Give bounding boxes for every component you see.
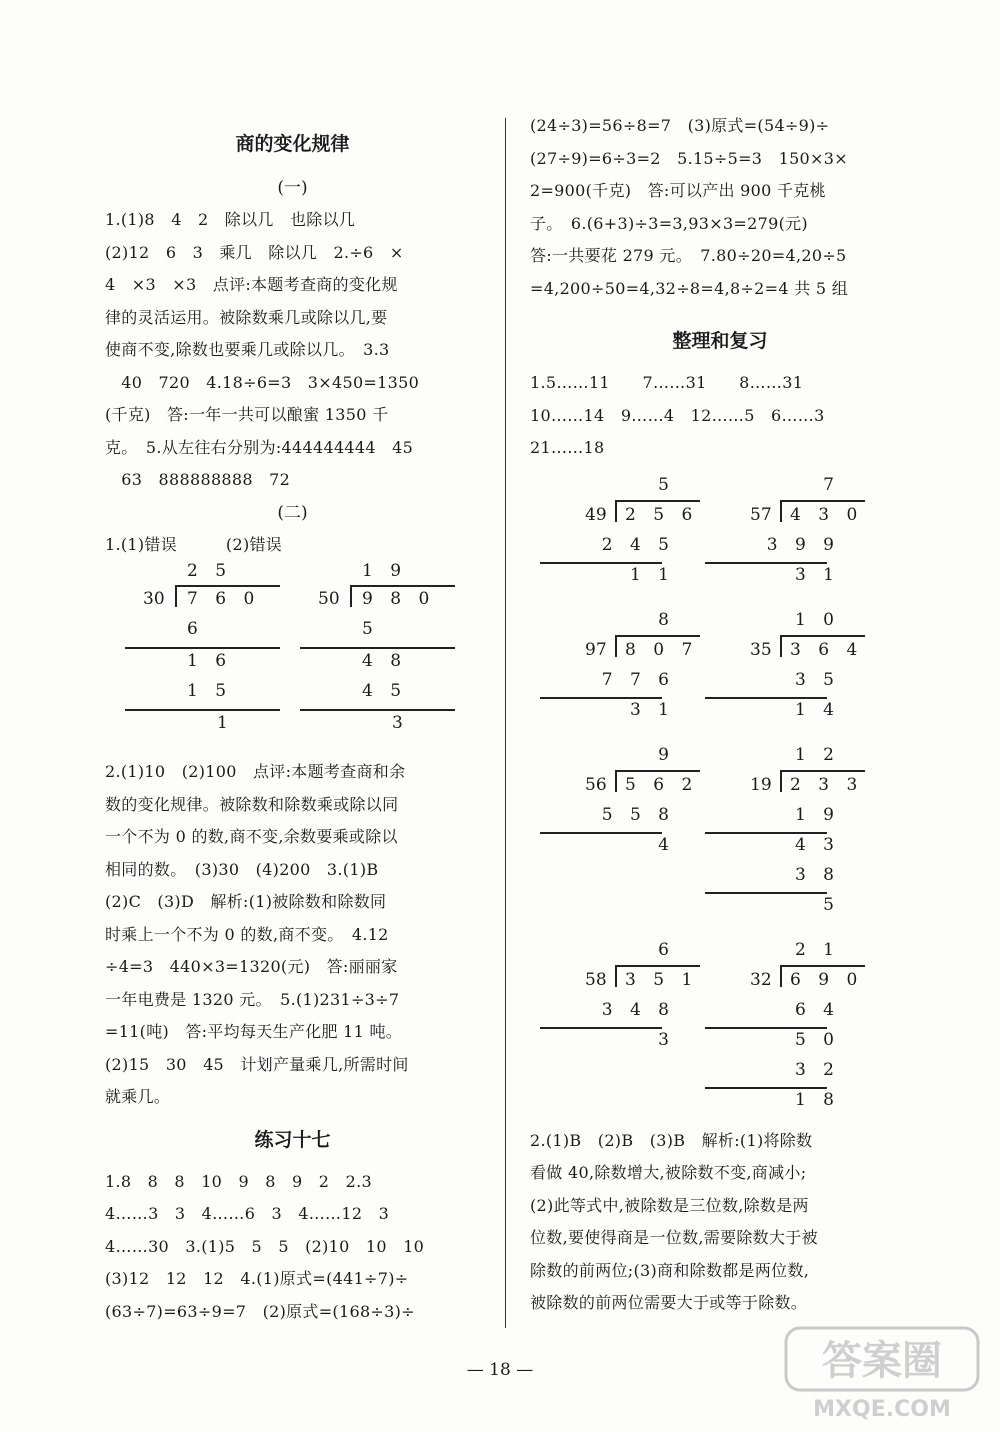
text-line: 看做 40,除数增大,被除数不变,商减小; [530, 1163, 807, 1182]
text-line: 1.8 8 8 10 9 8 9 2 2.3 [105, 1171, 372, 1191]
dividend: 2 3 3 [790, 774, 864, 795]
text-line: 4……30 3.(1)5 5 5 (2)10 10 10 [105, 1236, 425, 1256]
right-column [530, 110, 910, 1320]
dividend: 8 0 7 [625, 639, 699, 660]
division-bar [780, 500, 865, 502]
subsection-one: (一) [277, 178, 308, 198]
text-line: (27÷9)=6÷3=2 5.15÷5=3 150×3× [530, 148, 848, 168]
division-bracket [615, 965, 617, 987]
division-bracket [780, 965, 782, 987]
divisor: 97 [585, 639, 607, 660]
division-bracket [780, 770, 782, 792]
division-bracket [615, 500, 617, 522]
text-line: 1.(1)错误 (2)错误 [105, 534, 283, 554]
divisor: 19 [750, 774, 772, 795]
step-row: 7 7 6 [601, 669, 675, 690]
answers-part-one [105, 204, 480, 497]
step-row: 4 5 [362, 681, 408, 701]
text-line: 除数的前两位;(3)商和除数都是两位数, [530, 1260, 810, 1280]
watermark-text-top: 答案圈 [822, 1338, 942, 1384]
remainder: 1 4 [794, 699, 840, 720]
division-bar [350, 585, 455, 587]
division-bar [615, 770, 700, 772]
text-line: 40 720 4.18÷6=3 3×450=1350 [105, 372, 420, 392]
quotient: 7 [823, 474, 840, 495]
text-line: 2.(1)10 (2)100 点评:本题考查商和余 [105, 762, 406, 781]
dividend: 2 5 6 [625, 504, 699, 525]
quotient: 2 1 [794, 939, 840, 960]
remainder: 1 8 [794, 1089, 840, 1110]
division-bar [780, 635, 865, 637]
step-row: 3 4 8 [601, 999, 675, 1020]
step-row: 1 5 [187, 681, 233, 701]
text-line: 克。 5.从左往右分别为:444444444 45 [105, 437, 414, 457]
text-line: 子。 6.(6+3)÷3=3,93×3=279(元) [530, 213, 808, 233]
quotient: 1 2 [794, 744, 840, 765]
subtraction-line [705, 697, 827, 699]
subtraction-line [705, 832, 827, 834]
dividend: 5 6 2 [625, 774, 699, 795]
text-line: 被除数的前两位需要大于或等于除数。 [530, 1293, 808, 1312]
text-line: 就乘几。 [105, 1087, 171, 1106]
division-bracket [615, 770, 617, 792]
quotient: 8 [658, 609, 675, 630]
text-line: 1.(1)8 4 2 除以几 也除以几 [105, 210, 356, 229]
division-bracket [175, 585, 177, 607]
divisor: 49 [585, 504, 607, 525]
divisor: 56 [585, 774, 607, 795]
step-row: 5 0 [794, 1029, 840, 1050]
division-bracket [615, 635, 617, 657]
text-line: 1.5……11 7……31 8……31 [530, 373, 804, 392]
text-line: (2)此等式中,被除数是三位数,除数是两 [530, 1195, 809, 1215]
remainder: 1 [217, 713, 234, 733]
subtraction-line [540, 562, 662, 564]
answers-part-two [105, 756, 480, 1114]
remainder: 4 [658, 834, 675, 855]
division-bar [615, 635, 700, 637]
remainder: 5 [823, 894, 840, 915]
subtraction-line [125, 647, 280, 649]
step-row: 3 9 9 [766, 534, 840, 555]
text-line: (2)C (3)D 解析:(1)被除数和除数同 [105, 892, 387, 911]
remainder: 3 [658, 1029, 675, 1050]
text-line: 63 888888888 72 [105, 470, 291, 489]
division-bar [780, 770, 865, 772]
text-line: 使商不变,除数也要乘几或除以几。 3.3 [105, 340, 390, 359]
text-line: (千克) 答:一年一共可以酿蜜 1350 千 [105, 405, 389, 424]
watermark-logo [782, 1322, 982, 1422]
text-line: 时乘上一个不为 0 的数,商不变。 4.12 [105, 924, 389, 944]
division-bracket [780, 635, 782, 657]
subtraction-line [540, 1027, 662, 1029]
section-title-quotient-rules: 商的变化规律 [235, 133, 350, 155]
text-line: =11(吨) 答:平均每天生产化肥 11 吨。 [105, 1022, 403, 1041]
text-line: 一个不为 0 的数,商不变,余数要乘或除以 [105, 827, 398, 846]
division-bracket [350, 585, 352, 607]
watermark-text-bottom: MXQE.COM [813, 1397, 951, 1422]
text-line: 答:一共要花 279 元。 7.80÷20=4,20÷5 [530, 246, 847, 265]
dividend: 6 9 0 [790, 969, 864, 990]
answers-continued [530, 110, 910, 305]
quotient: 6 [658, 939, 675, 960]
quotient: 1 9 [362, 561, 408, 581]
answers-exercise-17 [105, 1166, 480, 1329]
dividend: 9 8 0 [362, 589, 436, 609]
quotient: 2 5 [187, 561, 233, 581]
text-line: 10……14 9……4 12……5 6……3 [530, 405, 825, 425]
dividend: 3 6 4 [790, 639, 864, 660]
divisor: 32 [750, 969, 772, 990]
subtraction-line [705, 562, 827, 564]
column-divider [505, 118, 506, 1328]
quotient: 9 [658, 744, 675, 765]
section-title-review: 整理和复习 [672, 330, 768, 352]
step-row: 5 [362, 619, 379, 639]
division-bar [615, 965, 700, 967]
step-row: 1 6 [187, 651, 233, 671]
left-column [105, 110, 480, 1328]
text-line: (63÷7)=63÷9=7 (2)原式=(168÷3)÷ [105, 1301, 415, 1321]
step-row: 5 5 8 [601, 804, 675, 825]
divisor: 35 [750, 639, 772, 660]
text-line: 律的灵活运用。被除数乘几或除以几,要 [105, 307, 388, 327]
remainder: 3 [392, 713, 409, 733]
text-line: (2)12 6 3 乘几 除以几 2.÷6 × [105, 242, 404, 262]
dividend: 3 5 1 [625, 969, 699, 990]
text-line: (3)12 12 12 4.(1)原式=(441÷7)÷ [105, 1269, 409, 1288]
long-division-a [125, 561, 280, 756]
division-bar [780, 965, 865, 967]
divisor: 50 [318, 589, 340, 609]
subsection-two: (二) [277, 502, 308, 523]
division-bracket [780, 500, 782, 522]
step-row: 6 [187, 619, 204, 639]
section-title-exercise-17: 练习十七 [254, 1128, 331, 1151]
text-line: 一年电费是 1320 元。 5.(1)231÷3÷7 [105, 989, 400, 1009]
step-row: 1 9 [794, 804, 840, 825]
division-bar [615, 500, 700, 502]
text-line: (24÷3)=56÷8=7 (3)原式=(54÷9)÷ [530, 116, 830, 135]
long-division-pair [105, 561, 480, 756]
long-division-grid [530, 465, 910, 1125]
text-line: (2)15 30 45 计划产量乘几,所需时间 [105, 1054, 409, 1074]
answers-review [530, 367, 910, 465]
subtraction-line [705, 1027, 827, 1029]
text-line: =4,200÷50=4,32÷8=4,8÷2=4 共 5 组 [530, 278, 849, 298]
text-line: 2=900(千克) 答:可以产出 900 千克桃 [530, 181, 826, 200]
text-line: 位数,要使得商是一位数,需要除数大于被 [530, 1228, 818, 1247]
text-line: 相同的数。 (3)30 (4)200 3.(1)B [105, 859, 379, 879]
text-line: 数的变化规律。被除数和除数乘或除以同 [105, 794, 399, 814]
quotient: 1 0 [794, 609, 840, 630]
step-row: 3 5 [794, 669, 840, 690]
step-row: 4 3 [794, 834, 840, 855]
text-line: 2.(1)B (2)B (3)B 解析:(1)将除数 [530, 1130, 813, 1150]
text-line: 4……3 3 4……6 3 4……12 3 [105, 1204, 390, 1223]
page-number: — 18 — [466, 1360, 534, 1380]
remainder: 3 1 [629, 699, 675, 720]
division-bar [175, 585, 280, 587]
quotient: 5 [658, 474, 675, 495]
long-division-b [300, 561, 455, 756]
remainder: 1 1 [629, 564, 675, 585]
text-line: 4 ×3 ×3 点评:本题考查商的变化规 [105, 275, 398, 294]
dividend: 4 3 0 [790, 504, 864, 525]
divisor: 30 [143, 589, 165, 609]
step-row: 3 2 [794, 1059, 840, 1080]
answers-review-part-two [530, 1125, 910, 1320]
subtraction-line [300, 647, 455, 649]
step-row: 3 8 [794, 864, 840, 885]
subtraction-line [540, 697, 662, 699]
step-row: 2 4 5 [601, 534, 675, 555]
divisor: 57 [750, 504, 772, 525]
divisor: 58 [585, 969, 607, 990]
subtraction-line [705, 892, 827, 894]
text-line: 21……18 [530, 438, 605, 457]
remainder: 3 1 [794, 564, 840, 585]
step-row: 6 4 [794, 999, 840, 1020]
subtraction-line [125, 709, 280, 711]
text-line: ÷4=3 440×3=1320(元) 答:丽丽家 [105, 957, 398, 976]
step-row: 4 8 [362, 651, 408, 671]
subtraction-line [300, 709, 455, 711]
dividend: 7 6 0 [187, 589, 261, 609]
subtraction-line [705, 1087, 827, 1089]
subtraction-line [540, 832, 662, 834]
